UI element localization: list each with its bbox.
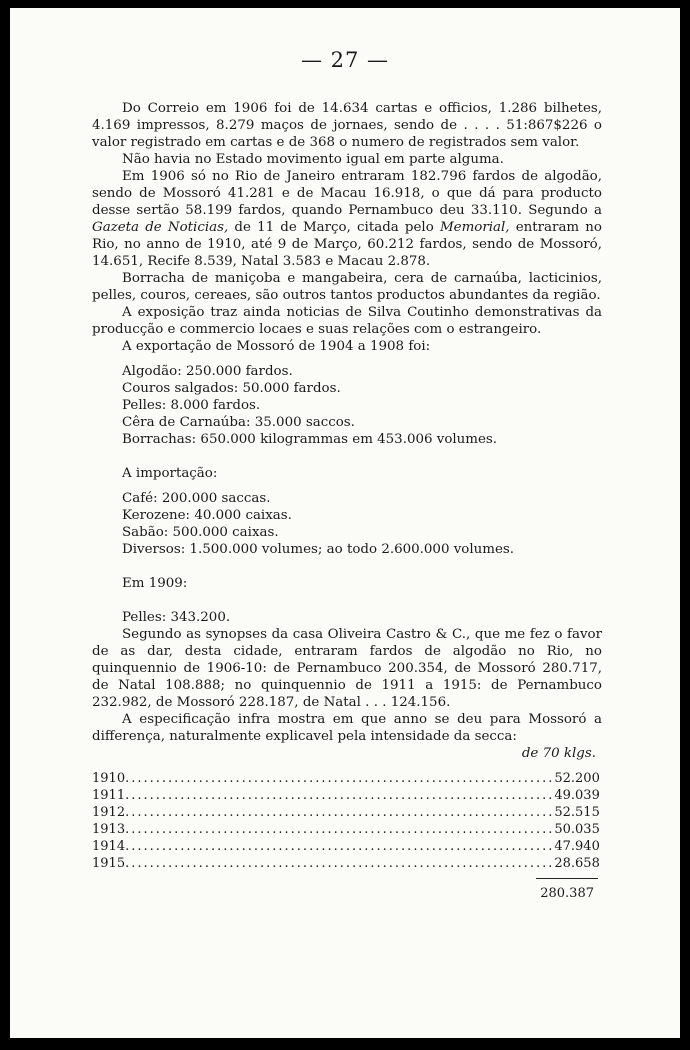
- import-heading-text: A importação:: [122, 466, 218, 481]
- year-cell: [92, 804, 554, 821]
- table-row: [92, 838, 608, 855]
- leader-dots: ......................................................................: [125, 805, 555, 820]
- memorial-title: Memorial,: [439, 220, 510, 235]
- text-segment: Em 1906 só no Rio de Janeiro entraram 182.796 fardos de algodão, sendo de Mossoró 41.281 e de Macau 16.918, o que dá para producto desse sertão 58.199 fardos, quando Pernambuco deu 33.110. Segundo a: [92, 169, 602, 218]
- list-item: Sabão: 500.000 caixas.: [122, 525, 279, 540]
- year-cell: [92, 787, 554, 804]
- gazeta-title: Gazeta de Noticias,: [92, 220, 229, 235]
- year-cell: [92, 821, 554, 838]
- paragraph-synopses: Segundo as synopses da casa Oliveira Castro & C., que me fez o favor de as dar, desta cidade, entraram fardos de algodão no Rio, no quinquennio de 1906-10: de Pernambuco 200.354, de Mossoró 280.717, de Natal 108.888; no quinquennio de 1911 a 1915: de Pernambuco 232.982, de Mossoró 228.187, de Natal . . . 124.156.: [92, 627, 602, 710]
- list-item: Kerozene: 40.000 caixas.: [122, 508, 292, 523]
- value-cell: 52.200: [554, 771, 600, 786]
- table-row: [92, 804, 608, 821]
- yearly-cotton-table: [92, 770, 608, 872]
- year-label: 1910: [92, 771, 126, 786]
- year-label: 1913: [92, 822, 126, 837]
- page-body: [92, 100, 602, 902]
- year-cell: [92, 838, 554, 855]
- leader-dots: ......................................................................: [125, 839, 555, 854]
- list-item: Pelles: 8.000 fardos.: [122, 398, 261, 413]
- paragraph-correio: Do Correio em 1906 foi de 14.634 cartas e officios, 1.286 bilhetes, 4.169 impressos, 8.279 maços de jornaes, sendo de . . . . 51:867$226 o valor registrado em cartas e de 368 o numero de registrados sem valor.: [92, 101, 602, 150]
- value-cell: 52.515: [554, 805, 600, 820]
- import-list: [122, 490, 602, 558]
- table-row: [92, 787, 608, 804]
- book-page: [10, 8, 680, 1038]
- year-cell: [92, 770, 554, 787]
- year-label: 1914: [92, 839, 126, 854]
- year-label: 1911: [92, 788, 126, 803]
- value-cell: 50.035: [554, 822, 600, 837]
- list-item: Diversos: 1.500.000 volumes; ao todo 2.600.000 volumes.: [122, 542, 515, 557]
- year-1909-item: [122, 609, 602, 626]
- value-cell: 28.658: [554, 856, 600, 871]
- paragraph-exportacao: A exportação de Mossoró de 1904 a 1908 foi:: [122, 339, 431, 354]
- leader-dots: ......................................................................: [125, 788, 555, 803]
- list-item: Cêra de Carnaúba: 35.000 saccos.: [122, 415, 355, 430]
- export-list: [122, 363, 602, 448]
- paragraph-exposicao: A exposição traz ainda noticias de Silva Coutinho demonstrativas da producção e commercio locaes e suas relações com o estrangeiro.: [92, 305, 602, 337]
- list-item: Café: 200.000 saccas.: [122, 491, 271, 506]
- year-label: 1912: [92, 805, 126, 820]
- table-row: [92, 770, 608, 787]
- leader-dots: ......................................................................: [125, 771, 555, 786]
- paragraph-productos: Borracha de maniçoba e mangabeira, cera de carnaúba, lacticinios, pelles, couros, cereaes, são outros tantos productos abundantes da região.: [92, 271, 602, 303]
- text-segment: de 11 de Março, citada pelo: [228, 220, 440, 235]
- page-number: — 27 —: [300, 48, 390, 72]
- table-row: [92, 855, 608, 872]
- table-total: 280.387: [540, 886, 594, 901]
- table-row: [92, 821, 608, 838]
- year-cell: [92, 855, 554, 872]
- list-item: Borrachas: 650.000 kilogrammas em 453.006 volumes.: [122, 432, 498, 447]
- year-1909-item-text: Pelles: 343.200.: [122, 610, 231, 625]
- year-1909-heading: [122, 575, 602, 592]
- list-item: Couros salgados: 50.000 fardos.: [122, 381, 341, 396]
- paragraph-especificacao: A especificação infra mostra em que anno se deu para Mossoró a differença, naturalmente explicavel pela intensidade da secca:: [92, 712, 602, 744]
- value-cell: 49.039: [554, 788, 600, 803]
- import-heading: [122, 465, 602, 482]
- leader-dots: ......................................................................: [125, 822, 555, 837]
- leader-dots: ......................................................................: [125, 856, 555, 871]
- paragraph-estado: Não havia no Estado movimento igual em parte alguma.: [122, 152, 504, 167]
- list-item: Algodão: 250.000 fardos.: [122, 364, 293, 379]
- year-1909-heading-text: Em 1909:: [122, 576, 188, 591]
- text-segment: entraram no Rio, no anno de 1910, até 9 de Março, 60.212 fardos, sendo de Mossoró, 14.651, Recife 8.539, Natal 3.583 e Macau 2.878.: [92, 220, 602, 269]
- year-label: 1915: [92, 856, 126, 871]
- paragraph-algodao: [92, 168, 602, 270]
- total-rule: [536, 878, 598, 879]
- value-cell: 47.940: [554, 839, 600, 854]
- table-unit: de 70 klgs.: [521, 746, 596, 761]
